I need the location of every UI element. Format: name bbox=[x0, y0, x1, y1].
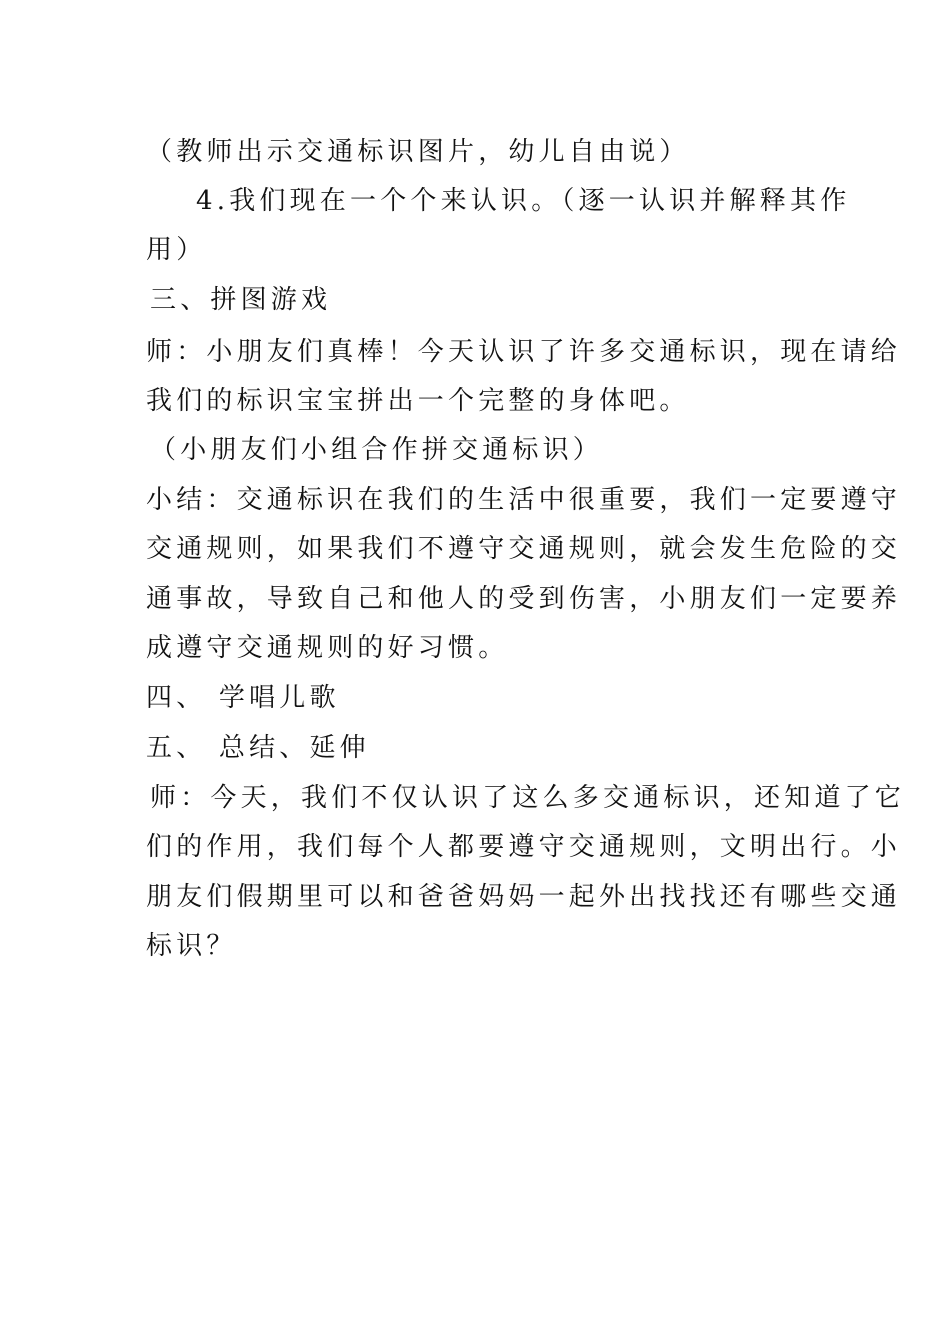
text-line: 朋友们假期里可以和爸爸妈妈一起外出找找还有哪些交通 bbox=[146, 882, 902, 912]
text-line: 标识？ bbox=[146, 931, 237, 961]
text-line: 师：今天，我们不仅认识了这么多交通标识，还知道了它 bbox=[150, 783, 906, 813]
text-line: 师：小朋友们真棒！今天认识了许多交通标识，现在请给 bbox=[146, 337, 902, 367]
text-line: 用） bbox=[146, 235, 207, 265]
text-line: （小朋友们小组合作拼交通标识） bbox=[150, 435, 604, 465]
text-line: 通事故，导致自己和他人的受到伤害，小朋友们一定要养 bbox=[146, 584, 902, 614]
text-line: 交通规则，如果我们不遵守交通规则，就会发生危险的交 bbox=[146, 534, 902, 564]
text-line: 们的作用，我们每个人都要遵守交通规则，文明出行。小 bbox=[146, 832, 902, 862]
section-heading: 四、 学唱儿歌 bbox=[146, 683, 340, 713]
text-line: 我们的标识宝宝拼出一个完整的身体吧。 bbox=[146, 386, 690, 416]
text-line: 小结：交通标识在我们的生活中很重要，我们一定要遵守 bbox=[146, 485, 902, 515]
section-heading: 三、拼图游戏 bbox=[150, 285, 332, 315]
text-line: （教师出示交通标识图片，幼儿自由说） bbox=[146, 137, 690, 167]
section-heading: 五、 总结、延伸 bbox=[146, 733, 370, 763]
text-line: 4.我们现在一个个来认识。（逐一认识并解释其作 bbox=[196, 186, 851, 216]
text-line: 成遵守交通规则的好习惯。 bbox=[146, 633, 509, 663]
